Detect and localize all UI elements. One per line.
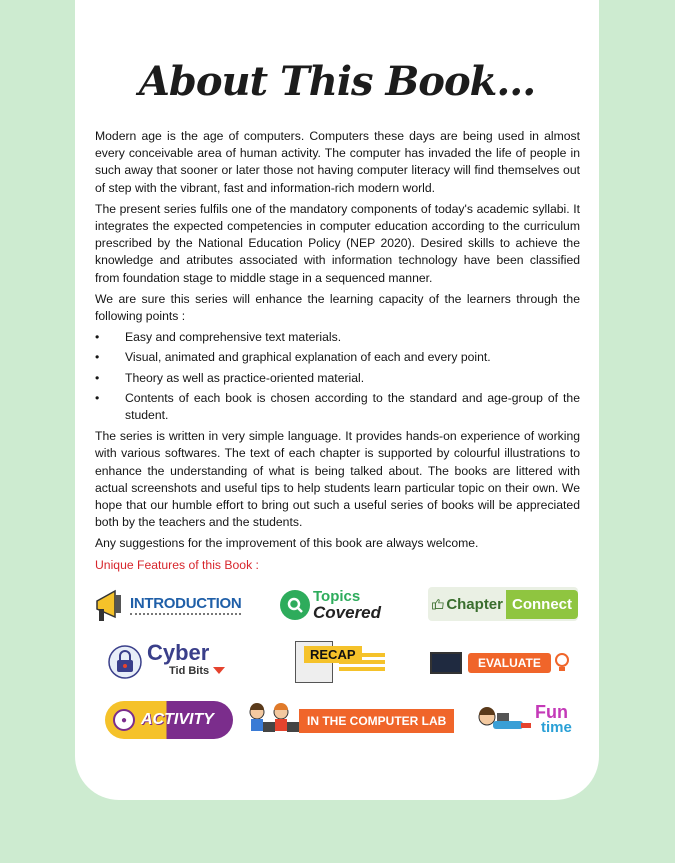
activity-label: ACTIVITY — [141, 711, 214, 728]
page-title: About This Book... — [138, 58, 536, 105]
feature-fun-time — [473, 698, 572, 742]
connect-label: Connect — [506, 590, 578, 619]
recap-label: RECAP — [304, 646, 362, 663]
topics-text — [313, 589, 381, 621]
introduction-label: INTRODUCTION — [130, 595, 241, 615]
book-description — [95, 128, 580, 578]
paragraph: Any suggestions for the improvement of this book are always welcome. — [95, 536, 479, 551]
features-grid — [75, 580, 599, 750]
laptop-icon — [430, 652, 462, 674]
boy-with-laptop-icon — [473, 705, 533, 735]
paragraph: Modern age is the age of computers. Computers these days are being used in almost every conceivable area of human activity. The computer has invaded the life of people in such away that sooner or later those not having computer literacy will find themselves out of step with the vibrant, fast and information-rich modern world. — [95, 129, 580, 195]
list-item: • Theory as well as practice-oriented material. — [95, 370, 580, 387]
covered-label: Covered — [313, 603, 382, 622]
feature-chapter-connect — [428, 587, 578, 621]
topics-label: Topics — [313, 588, 361, 605]
unique-features-heading: Unique Features of this Book : — [95, 557, 259, 572]
feature-computer-lab — [241, 701, 454, 741]
cyber-text — [147, 640, 225, 680]
evaluate-label: EVALUATE — [468, 653, 551, 673]
paragraph: The series is written in very simple language. It provides hands-on experience of working with various softwares. The text of each chapter is supported by colourful illustrations to enhance the understanding of what is being talked about. The books are littered with actual screenshots and useful tips to help students learn particular topic on their own. We hope that our humble effort to bring out such a useful series of books will be appreciated both by the teachers and the students. — [95, 429, 580, 530]
list-item: • Easy and comprehensive text materials. — [95, 329, 580, 346]
feature-evaluate — [430, 646, 571, 680]
document-icon — [295, 641, 356, 683]
paragraph: The present series fulfils one of the mandatory components of today's academic syllabi. It integrates the expected competencies in computer education according to the curriculum prescribed by the National Education Policy (NEP 2020). Desired skills to achieve the knowledge and atributes associated with information technology have been classified from foundation stage to middle stage in a sequenced manner. — [95, 201, 580, 285]
fun-text — [535, 704, 572, 736]
feature-topics-covered — [280, 585, 381, 625]
lock-icon — [107, 644, 143, 680]
chapter-label: Chapter — [446, 595, 503, 613]
list-item: • Contents of each book is chosen according to the standard and age-group of the student. — [95, 390, 580, 424]
kids-at-computer-icon — [241, 702, 303, 740]
page-card — [75, 0, 599, 800]
feature-recap — [295, 642, 385, 682]
megaphone-icon — [93, 587, 127, 623]
magnifier-icon — [280, 590, 310, 620]
cyber-label: Cyber — [147, 640, 210, 665]
tidbits-label: Tid Bits — [169, 662, 225, 680]
list-item: • Visual, animated and graphical explanation of each and every point. — [95, 349, 580, 366]
feature-activity — [105, 701, 233, 739]
lightbulb-icon: ● — [113, 709, 135, 731]
lightbulb-icon — [553, 652, 571, 674]
fun-label: Fun — [535, 702, 568, 722]
time-label: time — [541, 719, 572, 736]
feature-point-list — [95, 329, 580, 424]
feature-cyber-tidbits — [107, 642, 225, 682]
computer-lab-label: IN THE COMPUTER LAB — [299, 709, 454, 733]
thumbs-up-icon — [432, 594, 444, 614]
paragraph: We are sure this series will enhance the learning capacity of the learners through the following points : — [95, 291, 580, 324]
feature-introduction — [93, 586, 241, 624]
